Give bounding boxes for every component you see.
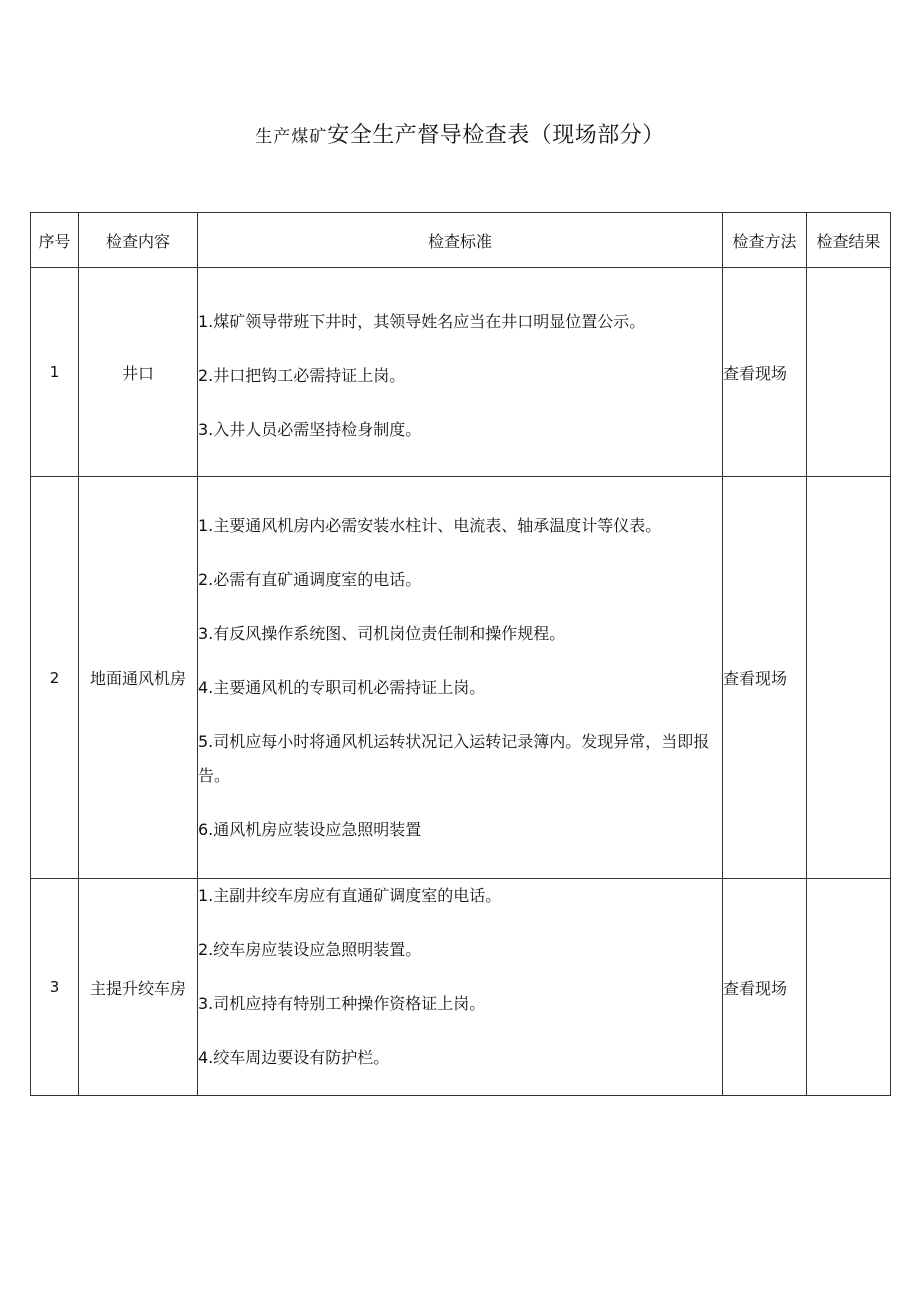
row-standards: [198, 477, 723, 879]
criterion-text: 3.司机应持有特别工种操作资格证上岗。: [198, 994, 486, 1013]
row-result: [807, 477, 891, 879]
row-content: 井口: [79, 268, 198, 477]
criterion-text: 2.必需有直矿通调度室的电话。: [198, 569, 422, 589]
criterion-text: 4.主要通风机的专职司机必需持证上岗。: [198, 677, 486, 697]
title-prefix: 生产煤矿: [255, 127, 328, 147]
table-row: [31, 879, 891, 1096]
row-seq: 3: [31, 879, 79, 1096]
row-standards: [198, 879, 723, 1096]
criterion-text: 2.绞车房应装设应急照明装置。: [198, 940, 422, 959]
criterion-text: 2.井口把钩工必需持证上岗。: [198, 366, 406, 385]
row-result: [807, 879, 891, 1096]
header-method: 检查方法: [723, 213, 807, 268]
row-content: 主提升绞车房: [79, 879, 198, 1096]
criterion-text: 3.有反风操作系统图、司机岗位责任制和操作规程。: [198, 623, 566, 643]
document-title: [0, 118, 920, 149]
row-method: 查看现场: [723, 477, 807, 879]
row-seq: 1: [31, 268, 79, 477]
row-method: 查看现场: [723, 268, 807, 477]
criterion-text: 1.主副井绞车房应有直通矿调度室的电话。: [198, 886, 502, 905]
criterion-text: 4.绞车周边要设有防护栏。: [198, 1048, 390, 1067]
row-method: 查看现场: [723, 879, 807, 1096]
criterion-text: 1.主要通风机房内必需安装水柱计、电流表、轴承温度计等仪表。: [198, 515, 662, 535]
header-standard: 检查标准: [198, 213, 723, 268]
header-result: 检查结果: [807, 213, 891, 268]
row-content: 地面通风机房: [79, 477, 198, 879]
criterion-text: 6.通风机房应装设应急照明装置: [198, 819, 422, 839]
criterion-text: 1.煤矿领导带班下井时，其领导姓名应当在井口明显位置公示。: [198, 312, 646, 331]
criterion-text: 3.入井人员必需坚持检身制度。: [198, 420, 422, 439]
row-seq: 2: [31, 477, 79, 879]
header-seq: 序号: [31, 213, 79, 268]
row-result: [807, 268, 891, 477]
criterion-text: 5.司机应每小时将通风机运转状况记入运转记录簿内。发现异常，当即报告。: [198, 731, 710, 785]
inspection-table: [30, 212, 891, 1096]
row-standards: [198, 268, 723, 477]
header-content: 检查内容: [79, 213, 198, 268]
table-row: [31, 477, 891, 879]
header-row: [31, 213, 891, 268]
title-main: 安全生产督导检查表（现场部分）: [327, 123, 665, 148]
table-row: [31, 268, 891, 477]
